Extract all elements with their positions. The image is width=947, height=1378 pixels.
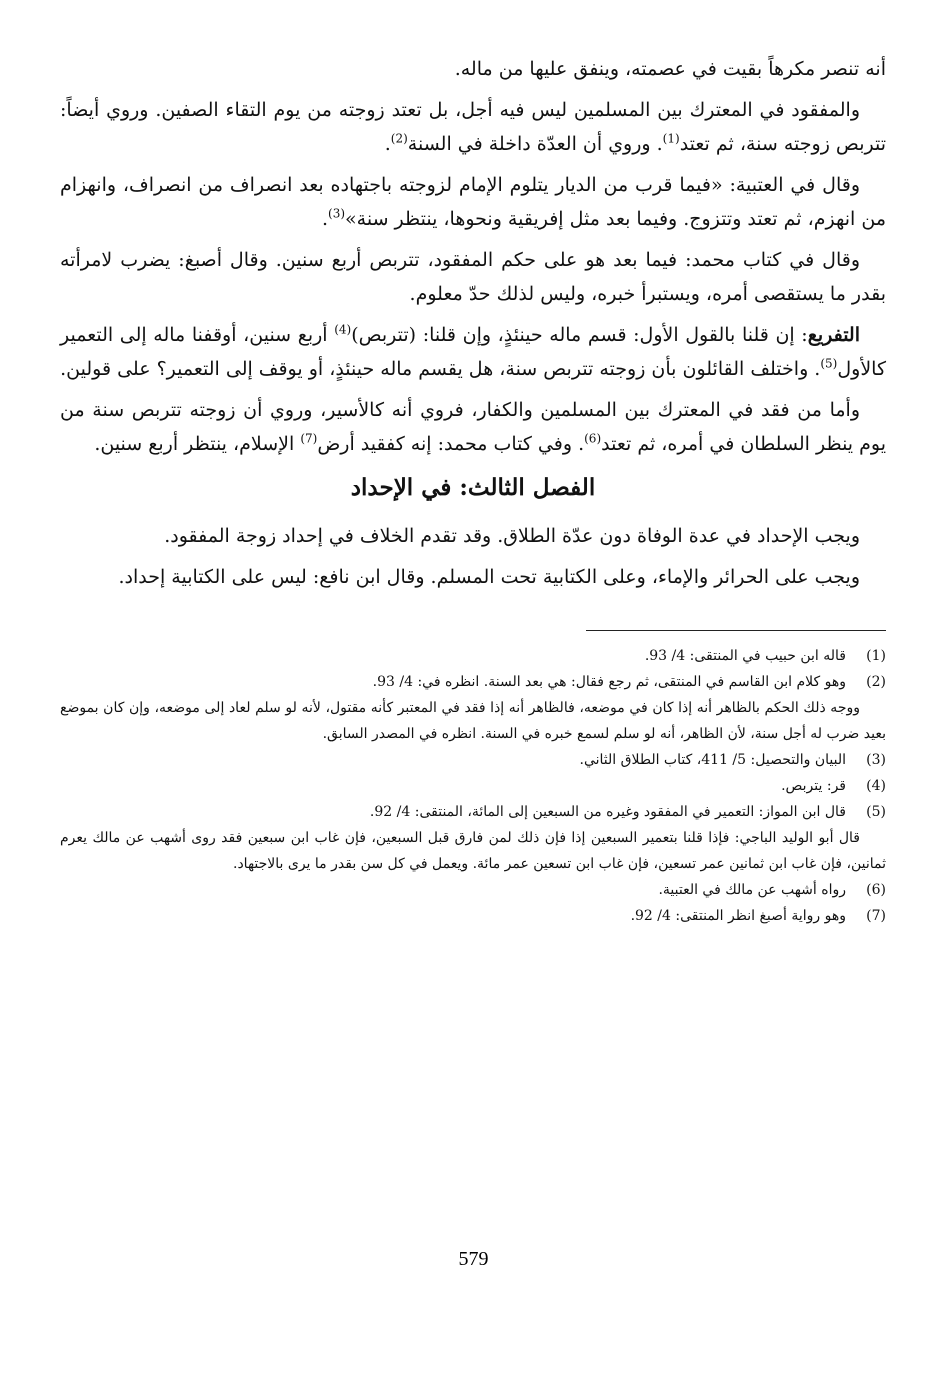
footnote-ref[interactable]: (4)	[334, 322, 352, 337]
footnote-5-continuation: قال أبو الوليد الباجي: فإذا قلنا بتعمير السبعين إذا فإن ذلك لمن فارق قبل السبعين، فإن غاب ابن سبعين فقد روى أشهب عن مالك يعرم ثمانين، فإن غاب ابن ثمانين عمر تسعين، فإن غاب ابن تسعين عمر مائة. ويعمل في كل سن بقدر ما يرى بالاجتهاد.	[60, 830, 886, 872]
paragraph-3: وقال في العتبية: «فيما قرب من الديار يتلوم الإمام لزوجته باجتهاده بعد انصراف من انصراف، وانهزام من انهزم، ثم تعتد وتتزوج. وفيما بعد مثل إفريقية ونحوها، ينتظر سنة»$^{(3)}$.	[60, 174, 886, 230]
footnote-ref[interactable]: (5)	[820, 356, 838, 371]
footnote-6: (6) رواه أشهب عن مالك في العتبية.	[658, 882, 886, 898]
main-text	[60, 52, 886, 594]
bold-term: التفريع	[807, 324, 860, 346]
footnote-7: (7) وهو رواية أصبغ انظر المنتقى: 4/ 92.	[630, 908, 886, 924]
paragraph-2: والمفقود في المعترك بين المسلمين ليس فيه أجل، بل تعتد زوجته من يوم التقاء الصفين. وروي أيضاً: تتربص زوجته سنة، ثم تعتد$^{(1)}$. وروي أن العدّة داخلة في السنة$^{(2)}$.	[60, 99, 886, 155]
paragraph-1: أنه تنصر مكرهاً بقيت في عصمته، وينفق عليها من ماله.	[454, 58, 886, 80]
book-page	[60, 52, 886, 1352]
footnote-4: (4) قر: يتربص.	[781, 778, 886, 794]
footnote-3: (3) البيان والتحصيل: 5/ 411، كتاب الطلاق الثاني.	[579, 752, 886, 768]
footnote-1: (1) قاله ابن حبيب في المنتقى: 4/ 93.	[644, 648, 886, 664]
footnote-ref[interactable]: (6)	[584, 431, 602, 446]
footnote-divider	[586, 630, 886, 631]
footnote-ref[interactable]: (3)	[328, 206, 346, 221]
footnote-ref[interactable]: (2)	[390, 131, 408, 146]
footnote-2: (2) وهو كلام ابن القاسم في المنتقى، ثم رجع فقال: هي بعد السنة. انظره في: 4/ 93.	[372, 674, 886, 690]
footnote-2-continuation: ووجه ذلك الحكم بالظاهر أنه إذا كان في موضعه، فالظاهر أنه إذا فقد في المعتبر كأنه مقتول، لأنه لو سلم لعاد إلى موضعه، وإن كان بموضع بعيد ضرب له أجل سنة، لأن الظاهر، أنه لو سلم لسمع خبره في السنة. انظره في المصدر السابق.	[60, 700, 886, 742]
paragraph-5: التفريع: إن قلنا بالقول الأول: قسم ماله حينئذٍ، وإن قلنا: (تتربص)$^{(4)}$ أربع سنين، أوقفنا ماله إلى التعمير كالأول$^{(5)}$. واختلف القائلون بأن زوجته تتربص سنة، هل يقسم ماله حينئذٍ، أو يوقف إلى التعمير؟ على قولين.	[60, 322, 886, 380]
footnote-ref[interactable]: (7)	[300, 431, 318, 446]
paragraph-7: ويجب الإحداد في عدة الوفاة دون عدّة الطلاق. وقد تقدم الخلاف في إحداد زوجة المفقود.	[164, 525, 860, 547]
footnotes	[60, 643, 886, 929]
page-number: 579	[458, 1248, 489, 1270]
paragraph-4: وقال في كتاب محمد: فيما بعد هو على حكم المفقود، تتربص أربع سنين. وقال أصبغ: يضرب لامرأته بقدر ما يستقصى أمره، ويستبرأ خبره، وليس لذلك حدّ معلوم.	[60, 249, 886, 305]
footnote-5: (5) قال ابن المواز: التعمير في المفقود وغيره من السبعين إلى المائة، المنتقى: 4/ 92.	[369, 804, 886, 820]
section-heading: الفصل الثالث: في الإحداد	[350, 474, 596, 501]
paragraph-8: ويجب على الحرائر والإماء، وعلى الكتابية تحت المسلم. وقال ابن نافع: ليس على الكتابية إحداد.	[118, 566, 860, 588]
footnote-ref[interactable]: (1)	[662, 131, 680, 146]
paragraph-6: وأما من فقد في المعترك بين المسلمين والكفار، فروي أنه كالأسير، وروي أن زوجته تتربص سنة من يوم ينظر السلطان في أمره، ثم تعتد$^{(6)}$. وفي كتاب محمد: إنه كفقيد أرض$^{(7)}$ الإسلام، ينتظر أربع سنين.	[60, 399, 886, 455]
